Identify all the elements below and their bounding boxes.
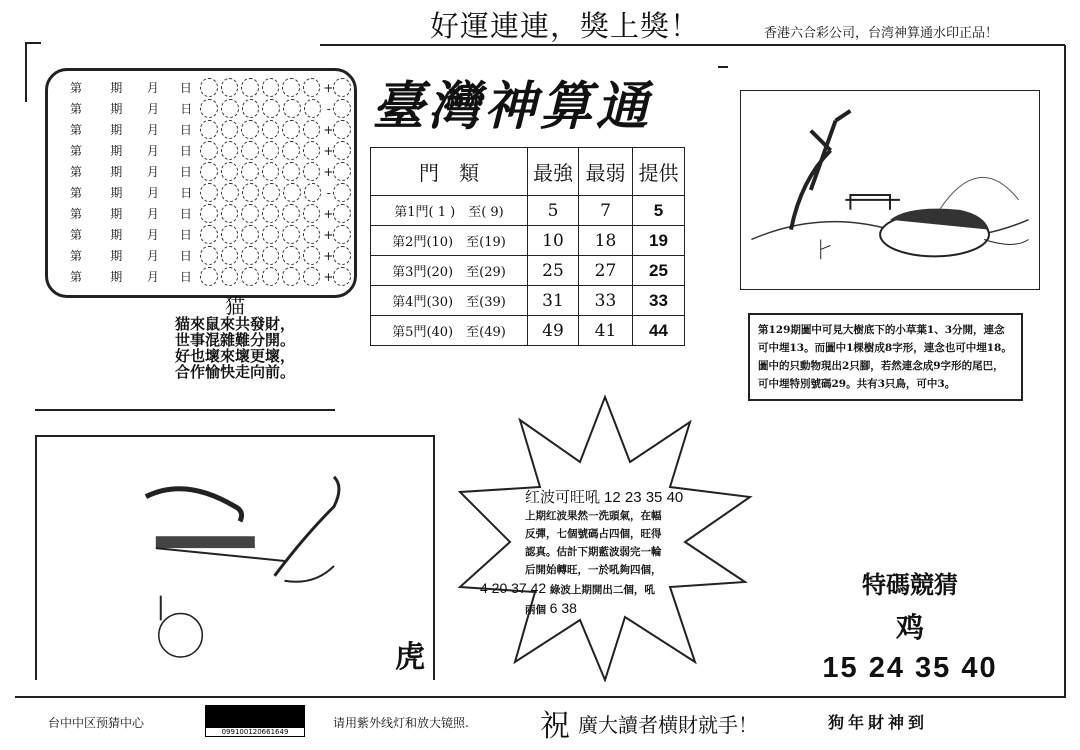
number-circle — [241, 120, 259, 139]
number-circle — [262, 120, 280, 139]
tally-sign: + — [323, 206, 334, 221]
provided-value: 33 — [633, 286, 685, 316]
footer-center: 台中中区预猜中心 — [48, 716, 145, 730]
number-circle — [303, 204, 321, 223]
number-circle — [262, 183, 280, 202]
footer-slogan: 狗年財神到 — [828, 713, 929, 732]
number-circle — [221, 267, 239, 286]
number-circle — [200, 246, 218, 265]
number-circle — [242, 183, 260, 202]
group-range: 第3門(20) 至(29) — [371, 256, 528, 286]
rat-illustration — [740, 90, 1040, 290]
frame-corner — [25, 42, 41, 44]
number-circle — [221, 120, 239, 139]
strongest-value: 10 — [528, 226, 579, 256]
number-circle — [262, 225, 280, 244]
tally-row — [70, 140, 354, 161]
table-row — [371, 316, 685, 346]
number-circle — [242, 99, 260, 118]
tally-day: 日 — [179, 207, 192, 221]
number-circle — [282, 78, 300, 97]
number-circle — [221, 78, 239, 97]
tally-row — [70, 203, 354, 224]
headline: 好運連連，獎上獎！ — [430, 9, 701, 43]
number-circle — [221, 99, 239, 118]
barcode-number: 099100120661649 — [206, 728, 304, 736]
number-circle — [303, 141, 321, 160]
poem-line: 世事混雜難分開。 — [174, 331, 295, 349]
tally-issue-label: 第 — [70, 207, 83, 221]
tally-month: 月 — [147, 102, 160, 116]
provided-value: 5 — [633, 196, 685, 226]
burst-numbers: 4 20 37 42 — [480, 580, 547, 596]
draw-tally-card — [45, 68, 357, 298]
tally-day: 日 — [179, 123, 192, 137]
number-circle — [303, 120, 321, 139]
tally-issue-suffix: 期 — [110, 144, 123, 158]
tally-day: 日 — [180, 186, 193, 200]
tally-row — [70, 161, 354, 182]
number-circle — [262, 99, 280, 118]
frame-right — [1064, 45, 1066, 698]
frame-bottom — [15, 696, 1066, 698]
burst-line: 綠波上期開出二個，吼 — [549, 584, 655, 596]
special-circle — [333, 162, 351, 181]
tally-sign: + — [323, 227, 334, 242]
subline: 香港六合彩公司，台湾神算通水印正品！ — [764, 26, 999, 41]
tally-month: 月 — [146, 207, 159, 221]
table-row — [371, 226, 685, 256]
burst-line: 上期红波果然一洗頭氣，在幅 — [525, 510, 662, 522]
special-guess — [820, 565, 1000, 685]
poem-line: 合作愉快走向前。 — [174, 363, 295, 381]
tally-row — [70, 266, 354, 287]
strongest-value: 5 — [528, 196, 579, 226]
puzzle-note: 第129期圖中可見大樹底下的小草葉1、3分開，連念可中埋13。而圖中1棵樹成8字形，連念也可中埋18。圖中的只動物現出2只腳，若然連念成9字形的尾巴，可中埋特別號碼29。共有3只鳥，可中3。 — [748, 313, 1023, 401]
strongest-value: 49 — [528, 316, 579, 346]
tally-day: 日 — [179, 165, 192, 179]
guess-title: 特碼競猜 — [862, 572, 958, 599]
special-circle — [333, 78, 351, 97]
table-row — [371, 196, 685, 226]
burst-text — [480, 486, 730, 619]
tally-issue-suffix: 期 — [110, 249, 123, 263]
tally-issue-suffix: 期 — [110, 81, 123, 95]
footer-wish: 廣大讀者横財就手！ — [578, 713, 758, 737]
tally-day: 日 — [179, 144, 192, 158]
tally-issue-suffix: 期 — [110, 102, 123, 116]
burst-headline-numbers: 12 23 35 40 — [604, 489, 684, 506]
number-circle — [200, 78, 218, 97]
number-circle — [221, 246, 239, 265]
special-circle — [333, 225, 351, 244]
number-circle — [282, 204, 300, 223]
tally-issue-suffix: 期 — [110, 270, 123, 284]
tally-sign: + — [323, 80, 334, 95]
table-header — [371, 148, 685, 196]
tally-month: 月 — [146, 123, 159, 137]
tally-issue-label: 第 — [70, 270, 83, 284]
number-circle — [200, 204, 218, 223]
number-circle — [282, 246, 300, 265]
tally-day: 日 — [179, 228, 192, 242]
guess-animal: 鸡 — [895, 612, 924, 643]
number-circle — [200, 99, 218, 118]
header-group: 門 類 — [371, 148, 528, 196]
divider — [35, 409, 335, 411]
tally-sign: - — [326, 101, 331, 116]
number-circle — [221, 225, 239, 244]
frame-left — [25, 42, 27, 102]
footer — [0, 705, 1080, 745]
number-circle — [303, 162, 321, 181]
burst-line: 認真。估計下期藍波弱完一輪 — [525, 546, 662, 558]
burst-line: 反彈，七個號碼占四個，旺得 — [525, 528, 662, 540]
special-circle — [333, 183, 351, 202]
number-circle — [200, 225, 218, 244]
tally-row — [70, 77, 354, 98]
tally-issue-suffix: 期 — [110, 207, 123, 221]
number-circle — [241, 78, 259, 97]
special-circle — [333, 267, 351, 286]
tally-month: 月 — [147, 186, 160, 200]
table-row — [371, 286, 685, 316]
number-circle — [262, 162, 280, 181]
tally-sign: + — [323, 122, 334, 137]
tally-issue-suffix: 期 — [110, 228, 123, 242]
number-circle — [221, 141, 239, 160]
tally-sign: - — [326, 185, 331, 200]
poem-line: 好也壞來壞更壞， — [174, 347, 295, 365]
tally-month: 月 — [146, 270, 159, 284]
footer-zhu: 祝 — [540, 709, 570, 744]
number-circle — [241, 246, 259, 265]
number-circle — [241, 162, 259, 181]
header-provided: 提供 — [633, 148, 685, 196]
number-circle — [303, 78, 321, 97]
guess-numbers: 15 24 35 40 — [822, 652, 998, 684]
tally-day: 日 — [180, 102, 193, 116]
number-circle — [221, 204, 239, 223]
number-circle — [304, 99, 322, 118]
number-circle — [282, 225, 300, 244]
provided-value: 25 — [633, 256, 685, 286]
tiger-label: 虎 — [395, 640, 425, 675]
number-circle — [282, 141, 300, 160]
special-circle — [333, 246, 351, 265]
tally-issue-label: 第 — [70, 123, 83, 137]
tally-issue-label: 第 — [70, 249, 83, 263]
number-circle — [262, 78, 280, 97]
tally-issue-label: 第 — [70, 144, 83, 158]
number-circle — [283, 99, 301, 118]
poem-title: 猫 — [225, 294, 245, 318]
number-circle — [303, 246, 321, 265]
special-circle — [333, 120, 351, 139]
number-circle — [221, 183, 239, 202]
group-table — [370, 147, 685, 346]
tally-row — [70, 182, 354, 203]
number-circle — [262, 204, 280, 223]
number-circle — [200, 267, 218, 286]
special-circle — [333, 141, 351, 160]
weakest-value: 27 — [579, 256, 633, 286]
frame-top — [320, 44, 1065, 46]
tally-sign: + — [323, 164, 334, 179]
group-range: 第1門( 1 ) 至( 9) — [371, 196, 528, 226]
tally-month: 月 — [146, 228, 159, 242]
number-circle — [282, 267, 300, 286]
tally-month: 月 — [146, 249, 159, 263]
number-circle — [241, 225, 259, 244]
tally-row — [70, 245, 354, 266]
number-circle — [282, 120, 300, 139]
number-circle — [262, 246, 280, 265]
tally-issue-suffix: 期 — [110, 123, 123, 137]
number-circle — [303, 267, 321, 286]
burst-numbers: 6 38 — [549, 600, 577, 616]
weakest-value: 41 — [579, 316, 633, 346]
tally-day: 日 — [179, 270, 192, 284]
provided-value: 19 — [633, 226, 685, 256]
header-strongest: 最強 — [528, 148, 579, 196]
tally-row — [70, 119, 354, 140]
tally-sign: + — [323, 248, 334, 263]
tally-row — [70, 224, 354, 245]
strongest-value: 25 — [528, 256, 579, 286]
tally-month: 月 — [146, 144, 159, 158]
number-circle — [221, 162, 239, 181]
weakest-value: 18 — [579, 226, 633, 256]
group-range: 第4門(30) 至(39) — [371, 286, 528, 316]
tally-sign: + — [323, 143, 334, 158]
tally-month: 月 — [146, 165, 159, 179]
number-circle — [304, 183, 322, 202]
tally-sign: + — [323, 269, 334, 284]
tiger-illustration — [35, 435, 435, 680]
table-row — [371, 256, 685, 286]
tally-issue-label: 第 — [70, 165, 83, 179]
weakest-value: 33 — [579, 286, 633, 316]
special-circle — [333, 99, 351, 118]
cat-poem — [160, 294, 310, 381]
tally-day: 日 — [179, 249, 192, 263]
number-circle — [200, 141, 218, 160]
burst-line: 兩個 — [525, 604, 546, 616]
special-circle — [333, 204, 351, 223]
mark — [718, 66, 728, 68]
number-circle — [303, 225, 321, 244]
barcode — [205, 705, 305, 737]
number-circle — [241, 204, 259, 223]
number-circle — [262, 267, 280, 286]
tally-day: 日 — [179, 81, 192, 95]
footer-hint: 请用紫外线灯和放大镜照. — [333, 716, 469, 730]
tally-row — [70, 98, 354, 119]
number-circle — [241, 267, 259, 286]
group-range: 第2門(10) 至(19) — [371, 226, 528, 256]
tally-issue-label: 第 — [70, 102, 83, 116]
strongest-value: 31 — [528, 286, 579, 316]
tally-issue-label: 第 — [70, 228, 83, 242]
tally-issue-label: 第 — [70, 81, 83, 95]
number-circle — [241, 141, 259, 160]
number-circle — [282, 162, 300, 181]
number-circle — [283, 183, 301, 202]
tally-issue-label: 第 — [70, 186, 83, 200]
number-circle — [200, 120, 218, 139]
group-range: 第5門(40) 至(49) — [371, 316, 528, 346]
tally-month: 月 — [146, 81, 159, 95]
number-circle — [200, 183, 218, 202]
burst-line: 后開始轉旺，一於吼夠四個， — [525, 564, 662, 576]
number-circle — [262, 141, 280, 160]
provided-value: 44 — [633, 316, 685, 346]
burst-headline: 红波可旺吼 — [525, 489, 601, 506]
number-circle — [200, 162, 218, 181]
header-weakest: 最弱 — [579, 148, 633, 196]
weakest-value: 7 — [579, 196, 633, 226]
poem-line: 猫來鼠來共發財， — [174, 315, 295, 333]
tally-issue-suffix: 期 — [110, 186, 123, 200]
logo-title: 臺灣神算通 — [372, 76, 653, 137]
tally-issue-suffix: 期 — [110, 165, 123, 179]
